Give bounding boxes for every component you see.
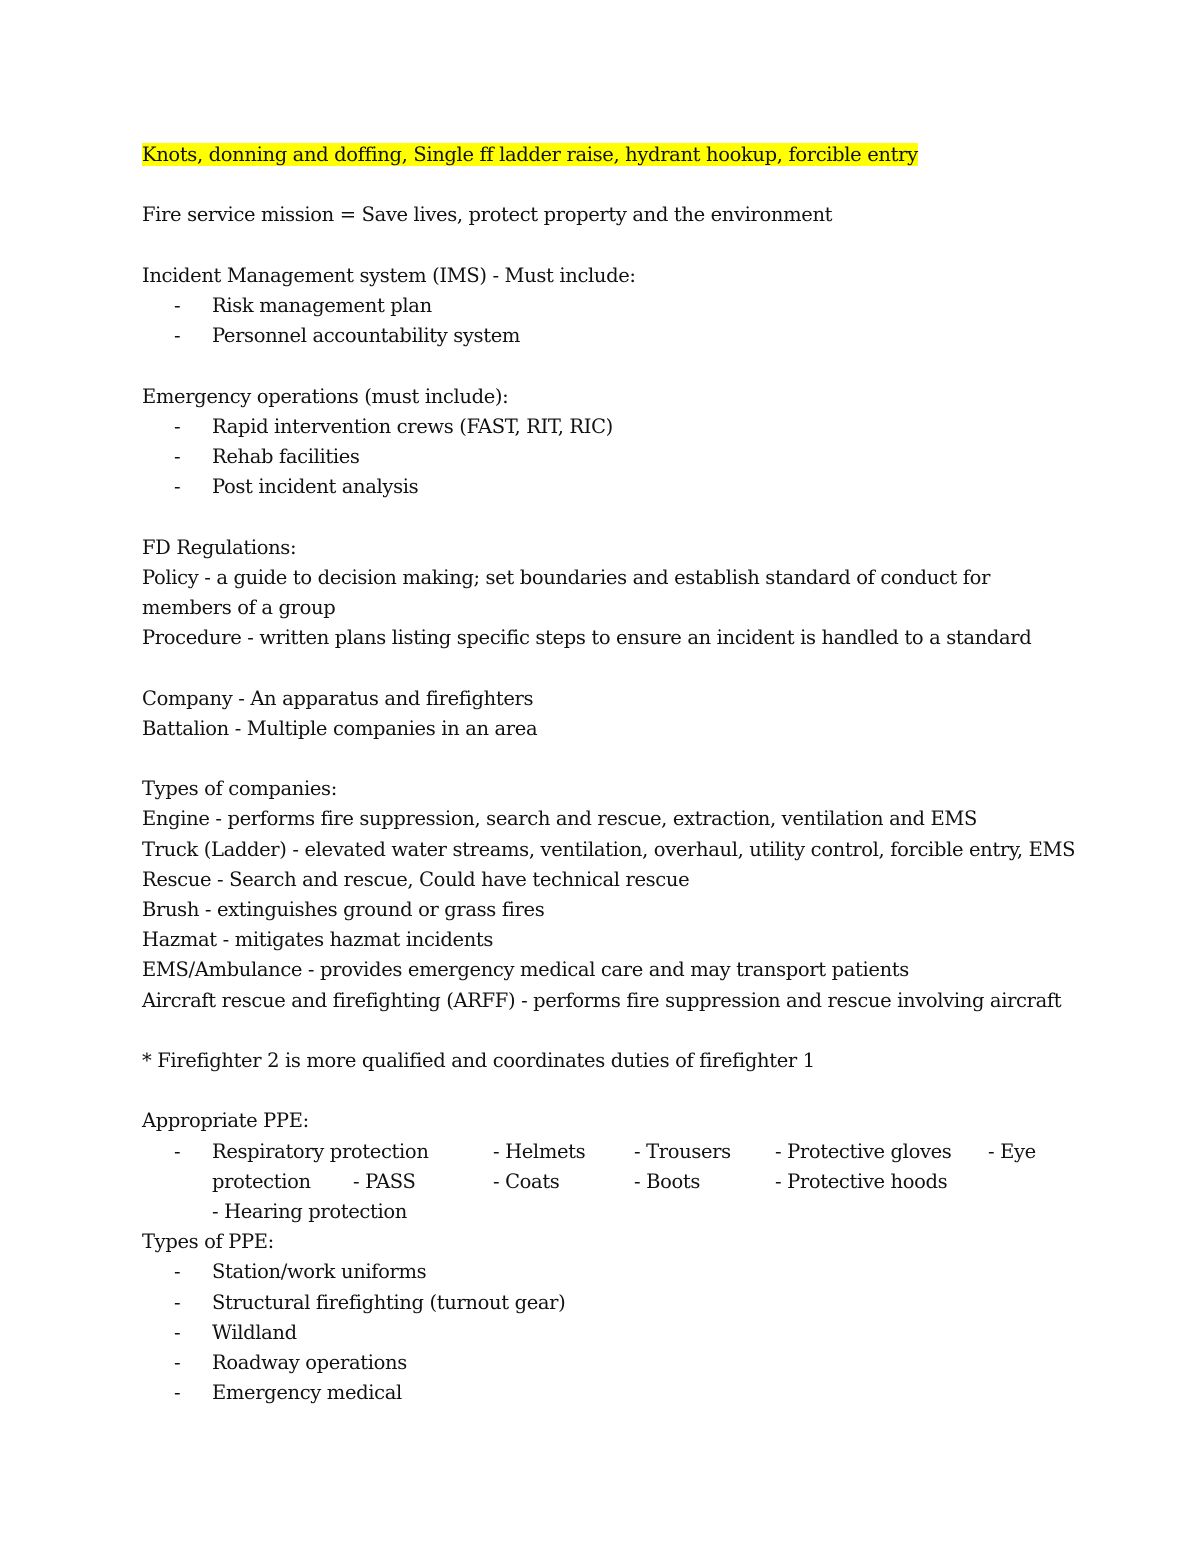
appropriate-ppe-title: Appropriate PPE: [142, 1109, 309, 1133]
ppe-item: - Trousers [634, 1139, 731, 1163]
company-type-arff: Aircraft rescue and firefighting (ARFF) - performs fire suppression and rescue involving aircraft [142, 988, 1062, 1012]
list-item [142, 412, 1062, 442]
ims-item: Risk management plan [212, 293, 432, 317]
ppe-type-item: Structural firefighting (turnout gear) [212, 1290, 566, 1314]
bullet-dash: - [174, 475, 181, 499]
procedure-definition: Procedure - written plans listing specific steps to ensure an incident is handled to a standard [142, 626, 1032, 650]
bullet-dash: - [174, 1381, 181, 1405]
ppe-item: - Boots [634, 1169, 700, 1193]
company-definition: Company - An apparatus and firefighters [142, 686, 534, 710]
bullet-dash: - [174, 444, 181, 468]
ppe-item: Respiratory protection [212, 1139, 429, 1163]
ppe-type-item: Roadway operations [212, 1350, 407, 1374]
ppe-item: - Eye [988, 1139, 1036, 1163]
company-type-truck: Truck (Ladder) - elevated water streams, ventilation, overhaul, utility control, forcible entry, EMS [142, 837, 1076, 861]
ims-title: Incident Management system (IMS) - Must include: [142, 263, 636, 287]
policy-definition: Policy - a guide to decision making; set boundaries and establish standard of conduct for members of a group [142, 565, 991, 619]
emergency-ops-title: Emergency operations (must include): [142, 384, 509, 408]
appropriate-ppe-list [142, 1137, 1062, 1228]
ppe-item: - Hearing protection [212, 1199, 407, 1223]
ppe-item: - Protective gloves [775, 1139, 952, 1163]
company-type-hazmat: Hazmat - mitigates hazmat incidents [142, 928, 494, 952]
ims-item: Personnel accountability system [212, 324, 521, 348]
bullet-dash: - [174, 293, 181, 317]
ppe-item: - Helmets [493, 1139, 586, 1163]
list-item [142, 442, 1062, 472]
list-item [142, 291, 1062, 321]
bullet-dash: - [174, 1350, 181, 1374]
bullet-dash: - [174, 1139, 181, 1163]
document-page [142, 140, 1076, 1408]
list-item [142, 1348, 1062, 1378]
emergency-ops-item: Rapid intervention crews (FAST, RIT, RIC) [212, 414, 613, 438]
ppe-item: - Coats [493, 1169, 560, 1193]
list-item [142, 1318, 1062, 1348]
ppe-type-item: Emergency medical [212, 1381, 402, 1405]
ppe-item: protection [212, 1169, 311, 1193]
bullet-dash: - [174, 1290, 181, 1314]
ppe-type-item: Station/work uniforms [212, 1260, 427, 1284]
list-item [142, 1288, 1062, 1318]
emergency-ops-item: Rehab facilities [212, 444, 360, 468]
ppe-type-item: Wildland [212, 1320, 297, 1344]
emergency-ops-item: Post incident analysis [212, 475, 419, 499]
firefighter-note: * Firefighter 2 is more qualified and coordinates duties of firefighter 1 [142, 1048, 815, 1072]
mission-statement: Fire service mission = Save lives, protect property and the environment [142, 203, 833, 227]
ppe-item: - PASS [353, 1169, 416, 1193]
company-type-ems: EMS/Ambulance - provides emergency medical care and may transport patients [142, 958, 909, 982]
regulations-title: FD Regulations: [142, 535, 297, 559]
ppe-item: - Protective hoods [775, 1169, 948, 1193]
list-item [142, 321, 1062, 351]
bullet-dash: - [174, 1260, 181, 1284]
heading-line [142, 140, 1062, 170]
battalion-definition: Battalion - Multiple companies in an area [142, 716, 538, 740]
ppe-types-title: Types of PPE: [142, 1230, 274, 1254]
company-type-brush: Brush - extinguishes ground or grass fires [142, 897, 545, 921]
list-item [142, 1257, 1062, 1287]
bullet-dash: - [174, 414, 181, 438]
company-type-rescue: Rescue - Search and rescue, Could have technical rescue [142, 867, 690, 891]
highlighted-heading: Knots, donning and doffing, Single ff ladder raise, hydrant hookup, forcible entry [142, 143, 918, 166]
companies-title: Types of companies: [142, 777, 337, 801]
list-item [142, 1378, 1062, 1408]
company-type-engine: Engine - performs fire suppression, search and rescue, extraction, ventilation and EMS [142, 807, 978, 831]
bullet-dash: - [174, 1320, 181, 1344]
bullet-dash: - [174, 324, 181, 348]
list-item [142, 472, 1062, 502]
